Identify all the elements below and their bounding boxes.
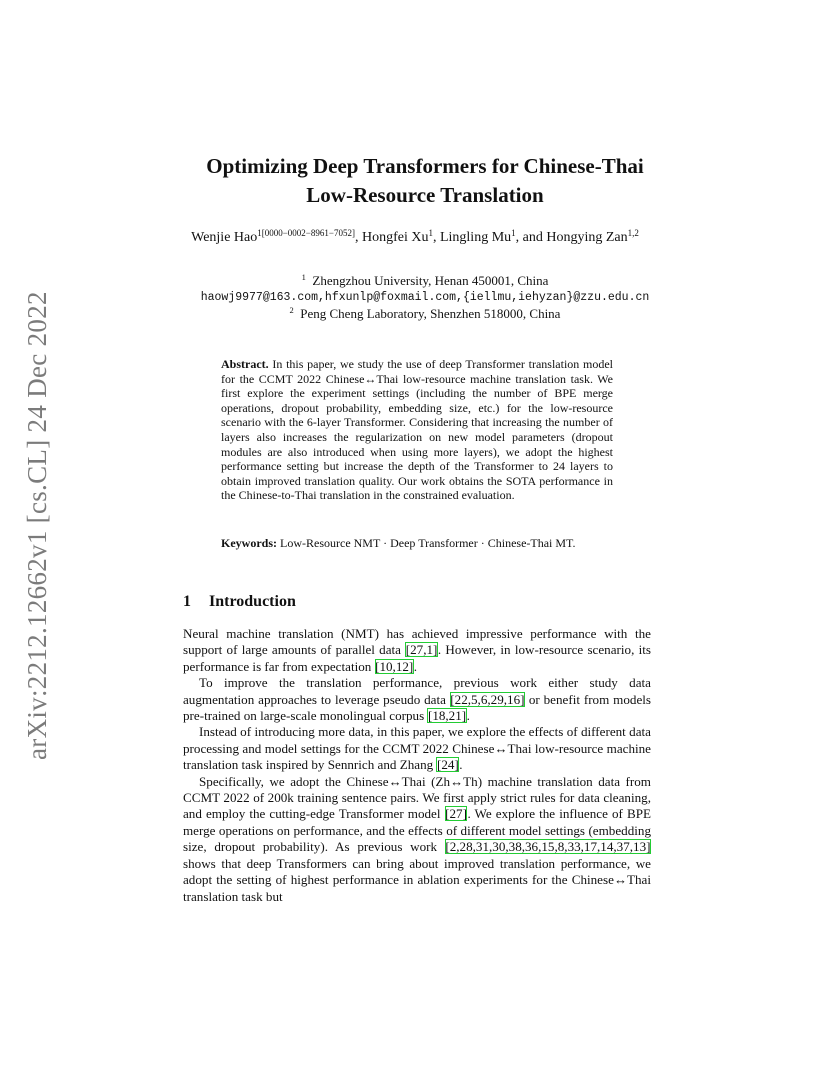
author-name: , and Hongying Zan — [515, 230, 628, 245]
abstract — [221, 357, 613, 503]
affiliation-text: Peng Cheng Laboratory, Shenzhen 518000, China — [300, 306, 561, 321]
paragraph-text: Specifically, we adopt the Chinese↔Thai (Zh↔Th) machine translation data from CCMT 2022 of 200k training sentence pairs. We first apply strict rules for data cleaning, and employ the cutting-edge Transformer model — [183, 773, 651, 822]
citation-link[interactable]: [24] — [436, 757, 459, 773]
keywords — [221, 536, 613, 551]
author-affiliation-marker: 1,2 — [627, 228, 639, 238]
paragraph-text: shows that deep Transformers can bring about improved translation performance, we adopt the setting of highest performance in ablation experiments for the Chinese↔Thai translation task but — [183, 855, 651, 904]
keywords-text: Low-Resource NMT · Deep Transformer · Chinese-Thai MT. — [277, 536, 576, 550]
author-affiliation-marker: 1[0000−0002−8961−7052] — [257, 228, 355, 238]
author-name: , Hongfei Xu — [354, 230, 429, 245]
paragraph-text: Instead of introducing more data, in this paper, we explore the effects of different data processing and model settings for the CCMT 2022 Chinese↔Thai low-resource machine translation task inspired by Sennrich and Zhang — [183, 724, 651, 773]
paragraph-text: . — [413, 658, 418, 674]
section-number: 1 — [183, 593, 191, 610]
author-name: Wenjie Hao — [191, 230, 258, 245]
paragraph-text: To improve the translation performance, previous work either study data augmentation approaches to leverage pseudo data — [183, 675, 651, 707]
arxiv-identifier-stamp: arXiv:2212.12662v1 [cs.CL] 24 Dec 2022 — [22, 291, 52, 760]
author-affiliation-marker: 1 — [428, 228, 433, 238]
paragraph-text: . However, in low-resource scenario, its performance is far from expectation — [183, 642, 651, 674]
affiliation-2 — [150, 306, 700, 323]
author-affiliation-marker: 1 — [511, 228, 516, 238]
section-title: Introduction — [209, 593, 296, 610]
citation-link[interactable]: [22,5,6,29,16] — [450, 691, 525, 707]
affiliations — [150, 273, 700, 323]
affiliation-marker: 2 — [289, 305, 294, 315]
citation-link[interactable]: [2,28,31,30,38,36,15,8,33,17,14,37,13] — [445, 839, 651, 855]
author-emails: haowj9977@163.com,hfxunlp@foxmail.com,{iellmu,iehyzan}@zzu.edu.cn — [200, 290, 650, 304]
author-list — [175, 229, 655, 247]
section-heading — [183, 593, 296, 611]
paragraph-text: Neural machine translation (NMT) has achieved impressive performance with the support of large amounts of parallel data — [183, 626, 651, 658]
paragraph — [183, 774, 651, 905]
paragraph-text: or benefit from models pre-trained on large-scale monolingual corpus — [183, 691, 651, 724]
title-line-1: Optimizing Deep Transformers for Chinese-Thai — [206, 154, 644, 178]
paragraph — [183, 675, 651, 724]
author-name: , Lingling Mu — [432, 230, 512, 245]
paragraph — [183, 724, 651, 773]
keywords-label: Keywords: — [221, 536, 277, 550]
citation-link[interactable]: [27] — [445, 806, 467, 822]
affiliation-marker: 1 — [301, 272, 306, 282]
abstract-label: Abstract. — [221, 357, 269, 371]
citation-link[interactable]: [10,12] — [375, 658, 414, 674]
affiliation-text: Zhengzhou University, Henan 450001, China — [312, 273, 549, 288]
paper-title — [160, 152, 690, 210]
paragraph — [183, 626, 651, 675]
title-line-2: Low-Resource Translation — [306, 183, 544, 207]
affiliation-1 — [150, 273, 700, 290]
citation-link[interactable]: [27,1] — [405, 642, 438, 658]
paragraph-text: . — [459, 757, 463, 773]
citation-link[interactable]: [18,21] — [427, 708, 467, 724]
paragraph-text: . — [466, 708, 470, 724]
paragraph-text: . We explore the influence of BPE merge operations on performance, and the effects of different model settings (embedding size, dropout probability). As previous work — [183, 806, 651, 855]
abstract-text: In this paper, we study the use of deep Transformer translation model for the CCMT 2022 Chinese↔Thai low-resource machine translation task. We first explore the experiment settings (including the number of BPE merge operations, dropout probability, embedding size, etc.) for the low-resource scenario with the 6-layer Transformer. Considering that increasing the number of layers also increases the regularization on new model parameters (dropout modules are also introduced when using more layers), we adopt the highest performance setting but increase the depth of the Transformer to 24 layers to obtain improved translation quality. Our work obtains the SOTA performance in the Chinese-to-Thai translation in the constrained evaluation. — [221, 357, 613, 503]
section-body — [183, 626, 651, 905]
